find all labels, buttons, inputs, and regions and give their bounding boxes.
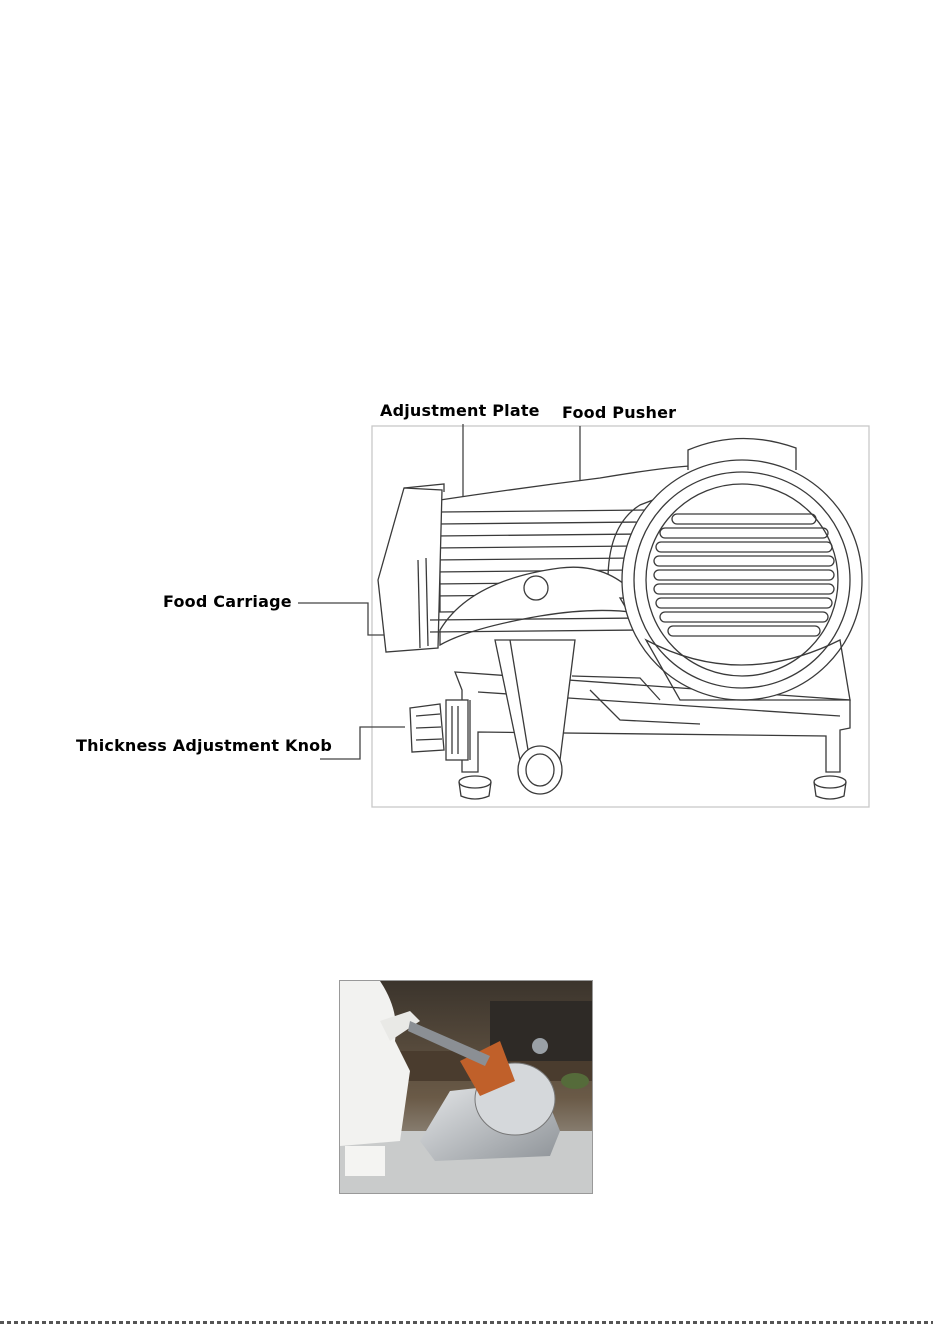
thickness-knob-drawing [410, 700, 468, 760]
label-thickness-knob: Thickness Adjustment Knob [76, 736, 333, 755]
label-food-pusher: Food Pusher [562, 403, 677, 422]
label-adjustment-plate: Adjustment Plate [380, 401, 540, 420]
meat-slicer-photo [339, 980, 593, 1194]
slicer-body [378, 438, 862, 799]
label-food-carriage: Food Carriage [163, 592, 292, 611]
